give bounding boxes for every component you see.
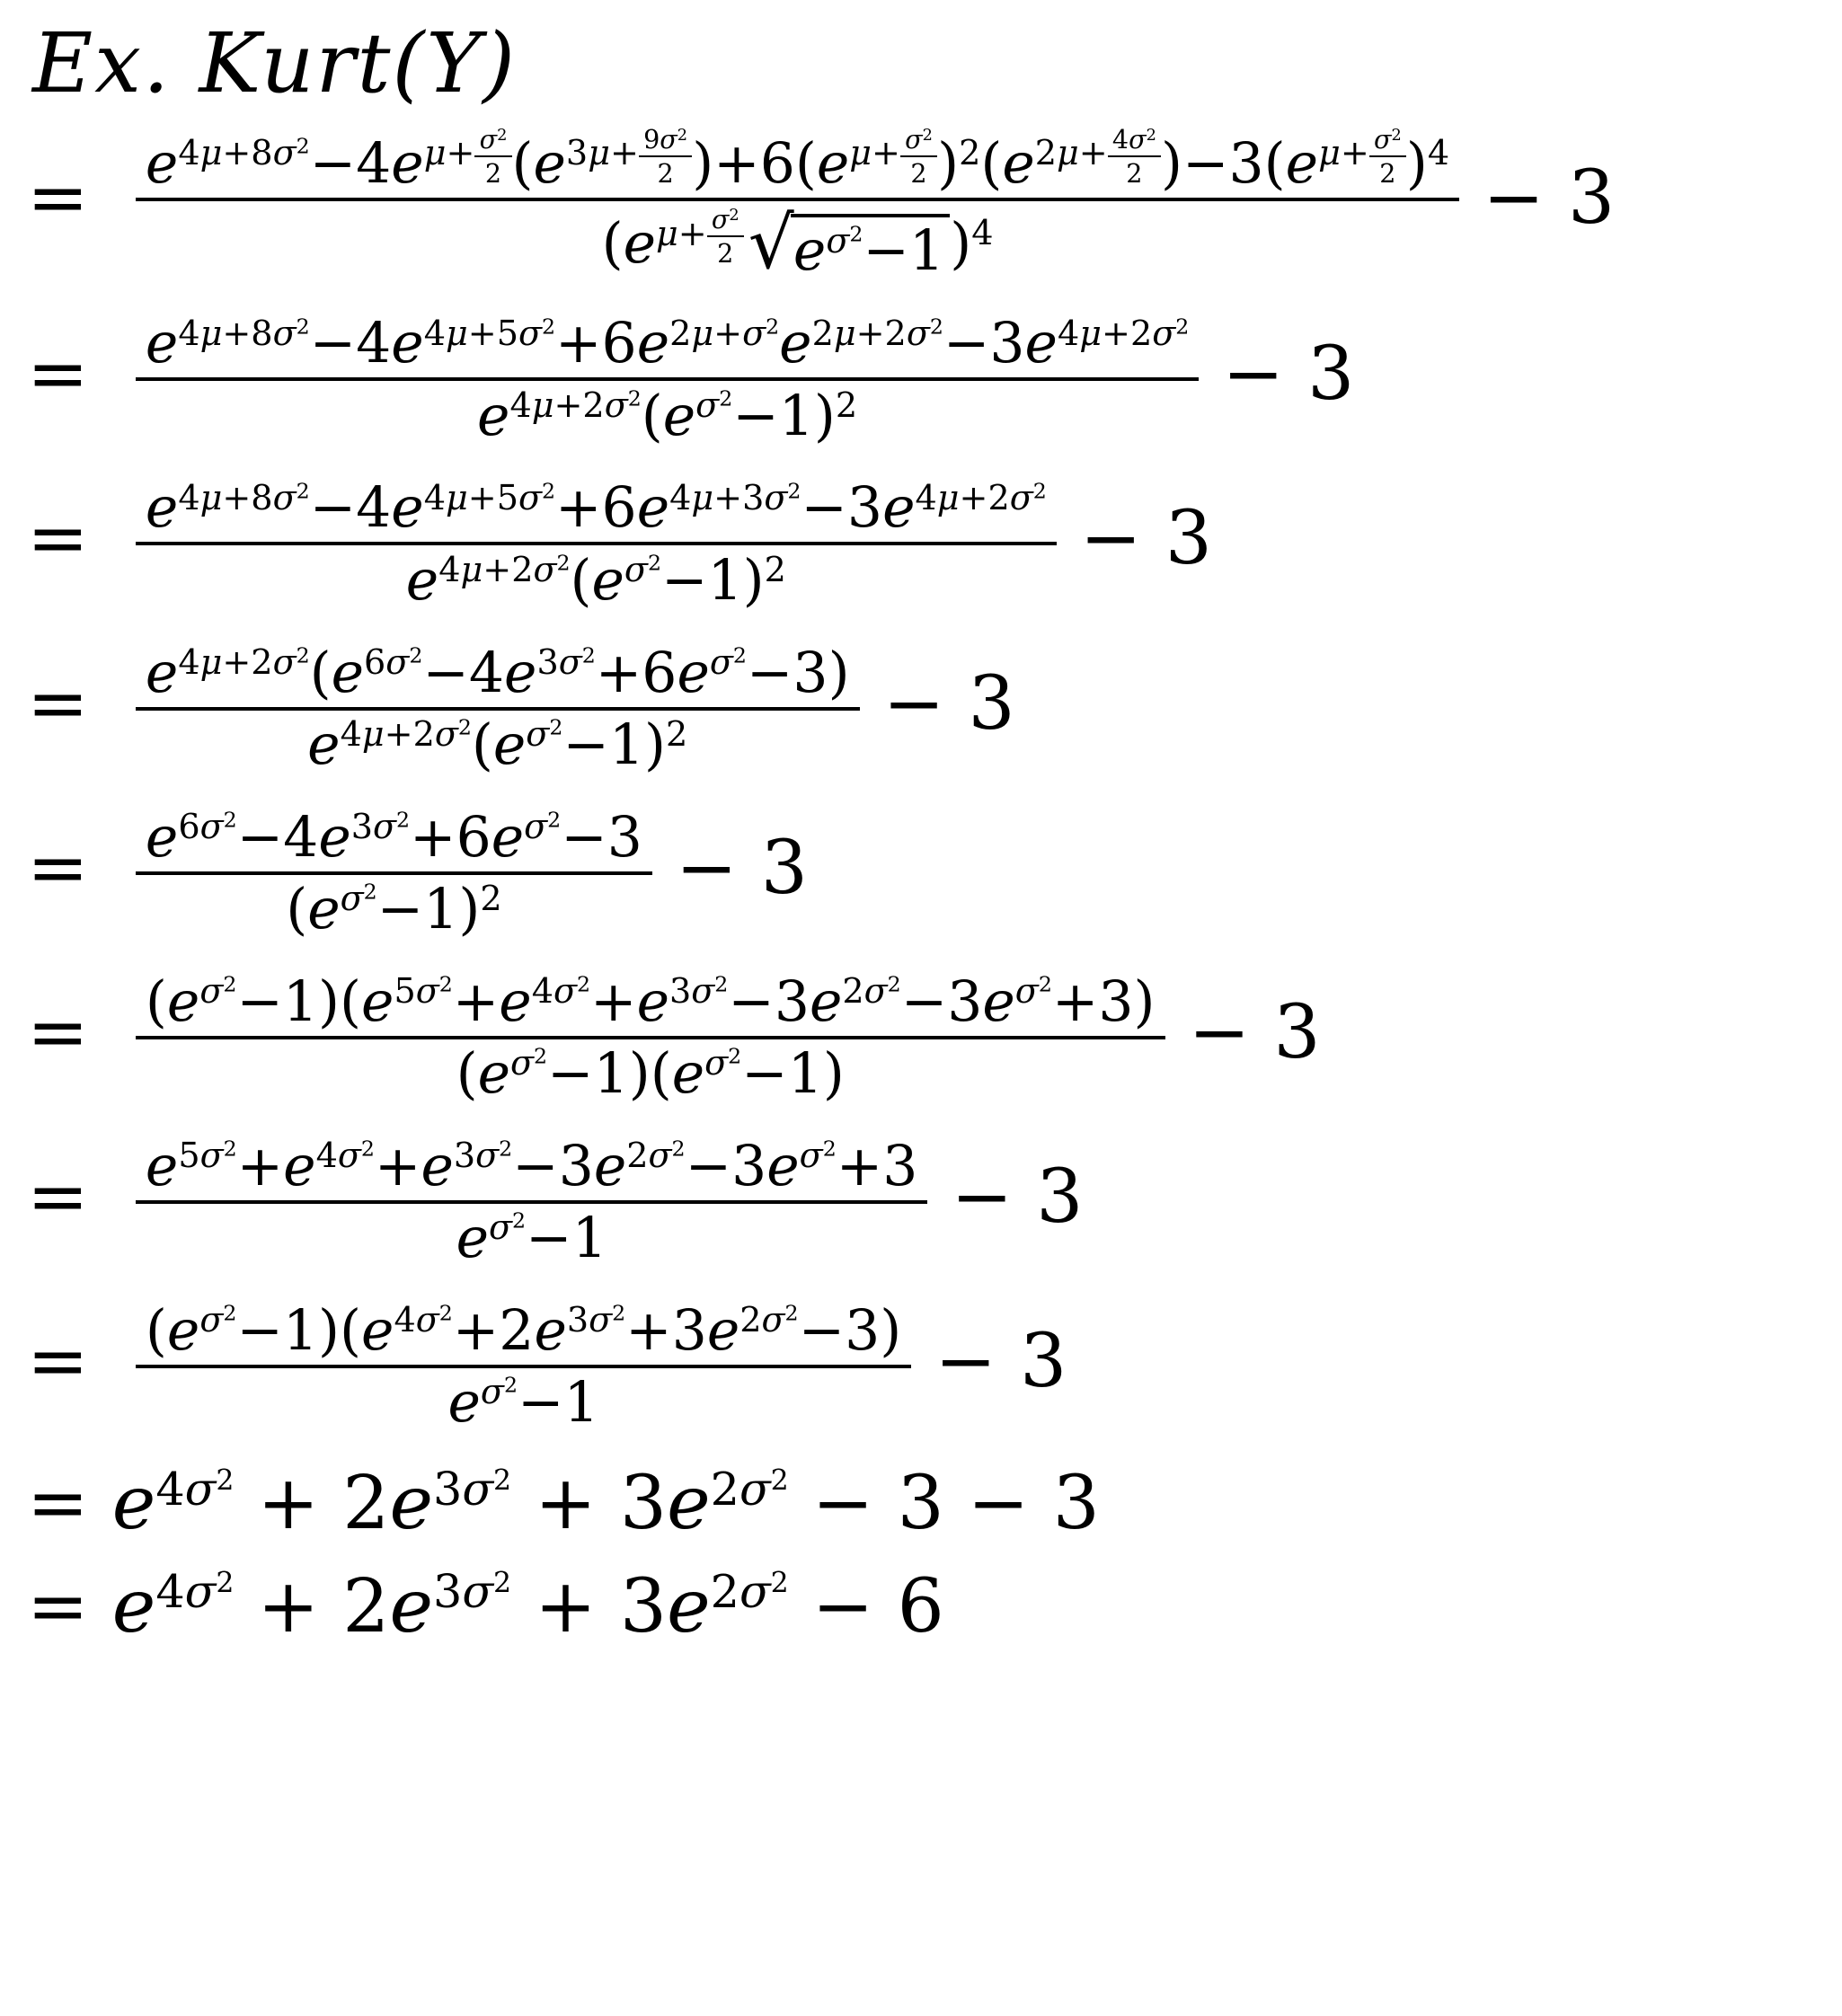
equation-step-3: = $\frac{e^{4\mu+8\sigma^2}-4e^{4\mu+5\sigma^2}+6e^{4\mu+3\sigma^2}-3e^{4\mu+2\sigma^2}}{e^{4\mu+2\sigma^2}(e^{\sigma^2}-1)^2}$ − 3 bbox=[27, 475, 1212, 613]
radical-sign: √ bbox=[748, 201, 794, 286]
equation-step-4: = $\frac{e^{4\mu+2\sigma^2}(e^{6\sigma^2}-4e^{3\sigma^2}+6e^{\sigma^2}-3)}{e^{4\mu+2\sigma^2}(e^{\sigma^2}-1)^2}$ − 3 bbox=[27, 640, 1015, 777]
equation-step-10: = $e^{4\sigma^2} + 2e^{3\sigma^2} + 3e^{2\sigma^2} - 6$ bbox=[27, 1563, 944, 1649]
equation-step-1: = $e^{4\mu+8\sigma^2}-4e^{\mu+ \frac{\sigma^2}{2}}$ ($e^{3\mu+ \frac{9\sigma^2}{2}}$ )$+6(e^{\mu+ \frac{\sigma^2}{2}}$ )$^2(e^{2\mu+ \frac{4\sigma^2}{2}}$ )$-3(e^{\mu+ \frac{\sigma^2}{2}}$ )$^4$ ($e^{\mu+ \frac{\sigma^2}{2}}$ √ $e^{\sigma^2}-1$ )$^4$ − 3 bbox=[27, 124, 1616, 286]
equation-step-6: = $\frac{(e^{\sigma^2}-1)(e^{5\sigma^2}+e^{4\sigma^2}+e^{3\sigma^2}-3e^{2\sigma^2}-3e^{\sigma^2}+3)}{(e^{\sigma^2}-1)(e^{\sigma^2}-1)}$ − 3 bbox=[27, 968, 1321, 1107]
math-derivation-page bbox=[27, 15, 1835, 1649]
page-title: Ex. Kurt(Y) bbox=[32, 15, 517, 111]
equation-step-7: = $\frac{e^{5\sigma^2}+e^{4\sigma^2}+e^{3\sigma^2}-3e^{2\sigma^2}-3e^{\sigma^2}+3}{e^{\sigma^2}-1}$ − 3 bbox=[27, 1133, 1084, 1271]
equation-step-9: = $e^{4\sigma^2} + 2e^{3\sigma^2} + 3e^{2\sigma^2} - 3 - 3$ bbox=[27, 1461, 1100, 1547]
equation-step-8: = $\frac{(e^{\sigma^2}-1)(e^{4\sigma^2}+2e^{3\sigma^2}+3e^{2\sigma^2}-3)}{e^{\sigma^2}-1}$ − 3 bbox=[27, 1298, 1067, 1436]
equation-step-5: = $\frac{e^{6\sigma^2}-4e^{3\sigma^2}+6e^{\sigma^2}-3}{(e^{\sigma^2}-1)^2}$ − 3 bbox=[27, 804, 808, 942]
equation-step-2: = $\frac{e^{4\mu+8\sigma^2}-4e^{4\mu+5\sigma^2}+6e^{2\mu+\sigma^2}e^{2\mu+2\sigma^2}-3e^{4\mu+2\sigma^2}}{e^{4\mu+2\sigma^2}(e^{\sigma^2}-1)^2}$ − 3 bbox=[27, 311, 1355, 448]
